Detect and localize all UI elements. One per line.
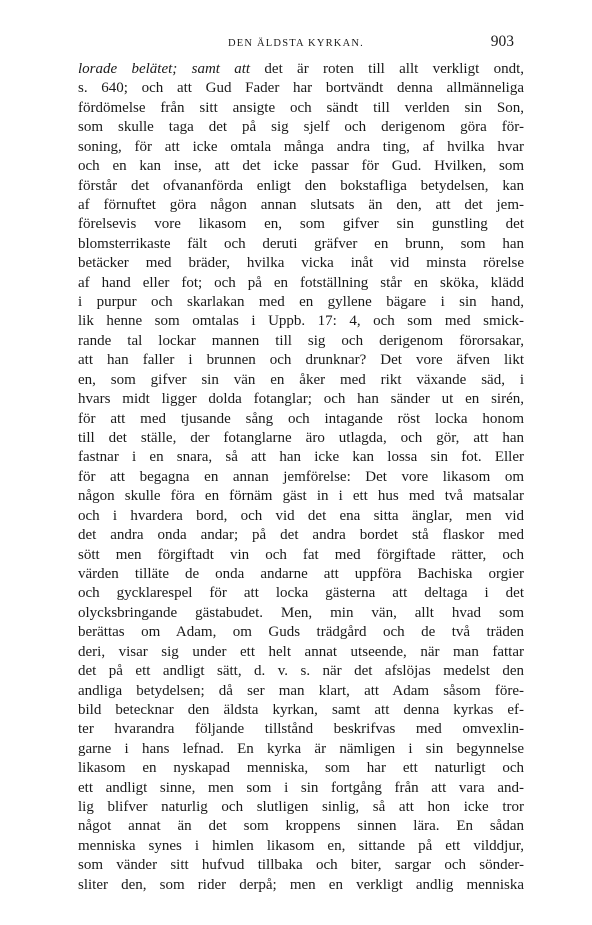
line-text: betäcker med bräder, hvilka vicka inåt vid minsta rörelse <box>78 255 524 272</box>
line-text: att han faller i brunnen och drunknar? Det vore äfven likt <box>78 352 524 369</box>
line-text: menniska synes i himlen likasom en, sittande på ett vilddjur, <box>78 837 524 854</box>
text-line <box>78 798 524 817</box>
line-text: lig blifver naturlig och slutligen sinlig, så att hon icke tror <box>78 799 524 816</box>
line-text: s. 640; och att Gud Fader har bortvändt denna allmänneliga <box>78 80 524 97</box>
text-line <box>78 390 524 409</box>
running-head: DEN ÄLDSTA KYRKAN. <box>228 38 364 49</box>
text-line <box>78 876 524 895</box>
text-line <box>78 584 524 603</box>
line-text: soning, för att icke omtala många andra ting, af hvilka hvar <box>78 138 524 155</box>
text-line <box>78 254 524 273</box>
line-text: och gycklarespel för att locka gästerna att deltaga i det <box>78 585 524 602</box>
text-line <box>78 157 524 176</box>
line-text: värden tilläte de onda andarne att uppföra Bachiska orgier <box>78 565 524 582</box>
text-line <box>78 546 524 565</box>
text-line <box>78 662 524 681</box>
line-text: berättas om Adam, om Guds trädgård och de två träden <box>78 624 524 641</box>
line-text: en, som gifver sin vän en åker med rikt växande säd, i <box>78 371 524 388</box>
text-line <box>78 565 524 584</box>
line-text: som vänder sitt hufvud tillbaka och biter, sargar och sönder- <box>78 857 524 874</box>
line-text: för att med tjusande sång och intagande röst locka honom <box>78 410 524 427</box>
text-line <box>78 604 524 623</box>
text-line <box>78 99 524 118</box>
line-text: af förnuftet göra någon annan slutsats än den, att det jem- <box>78 196 524 213</box>
line-text: fastnar i en snara, så att han icke kan lossa sin fot. Eller <box>78 449 524 466</box>
text-line <box>78 332 524 351</box>
line-text: likasom en nyskapad menniska, som har ett naturligt och <box>78 760 524 777</box>
text-line <box>78 177 524 196</box>
text-line <box>78 138 524 157</box>
line-text: det är roten till allt verkligt ondt, <box>250 61 524 77</box>
line-text: förstår det ofvananförda enligt den bokstafliga betydelsen, kan <box>78 177 524 194</box>
italic-phrase: lorade belätet; samt att <box>78 61 251 77</box>
text-line <box>78 468 524 487</box>
text-line <box>78 274 524 293</box>
line-text: sliter den, som rider derpå; men en verkligt andlig menniska <box>78 876 524 893</box>
text-line <box>78 429 524 448</box>
text-line <box>78 118 524 137</box>
line-text: bild betecknar den äldsta kyrkan, samt att denna kyrkas ef- <box>78 701 524 718</box>
text-line <box>78 371 524 390</box>
text-line <box>78 487 524 506</box>
line-text: ter hvarandra följande tillstånd beskrifvas med omvexlin- <box>78 721 524 738</box>
line-text: till det ställe, der fotanglarne äro utlagda, och gör, att han <box>78 430 524 447</box>
text-line <box>78 779 524 798</box>
line-text: någon skulle föra en förnäm gäst in i ett hus med två matsalar <box>78 488 524 505</box>
line-text: andliga betydelsen; då ser man klart, att Adam såsom före- <box>78 682 524 699</box>
line-text: och i hvardera bord, och vid det ena sitta änglar, men vid <box>78 507 524 524</box>
line-text: det på ett andligt sätt, d. v. s. när det afslöjas medelst den <box>78 663 524 680</box>
line-text: sött men förgiftadt vin och fat med förgiftade rätter, och <box>78 546 524 563</box>
text-line <box>78 817 524 836</box>
text-line <box>78 235 524 254</box>
line-text: af hand eller fot; och på en fotställning står en sköka, klädd <box>78 274 524 291</box>
text-line <box>78 682 524 701</box>
line-text: i purpur och skarlakan med en gyllene bägare i sin hand, <box>78 294 524 311</box>
text-line <box>78 643 524 662</box>
page-header <box>78 30 514 56</box>
text-line <box>78 293 524 312</box>
body-text <box>78 60 524 895</box>
line-text: som skulle taga det på sig sjelf och derigenom göra för- <box>78 119 524 136</box>
text-line <box>78 623 524 642</box>
text-line <box>78 410 524 429</box>
text-line <box>78 837 524 856</box>
line-text: något annat än det som kroppens sinnen lära. En sådan <box>78 818 524 835</box>
text-line <box>78 720 524 739</box>
line-text: rande tal lockar mannen till sig och derigenom förorsakar, <box>78 332 524 349</box>
line-text: lik henne som omtalas i Uppb. 17: 4, och som med smick- <box>78 313 524 330</box>
text-line <box>78 351 524 370</box>
line-text: och en kan inse, att det icke passar för Gud. Hvilken, som <box>78 158 524 175</box>
text-line <box>78 196 524 215</box>
line-text: det andra onda andar; på det andra bordet stå flaskor med <box>78 527 524 544</box>
line-text: blomsterrikaste fält och deruti gräfver en brunn, som han <box>78 235 524 252</box>
text-line <box>78 701 524 720</box>
text-line <box>78 79 524 98</box>
text-line <box>78 507 524 526</box>
text-line <box>78 448 524 467</box>
line-text: förelsevis vore likasom en, som gifver sin gunstling det <box>78 216 524 233</box>
text-line <box>78 740 524 759</box>
line-text: hvars midt ligger dolda fotanglar; och han sänder ut en sirén, <box>78 391 524 408</box>
line-text: ett andligt sinne, men som i sin fortgång från att vara and- <box>78 779 524 796</box>
text-line <box>78 856 524 875</box>
text-line <box>78 526 524 545</box>
line-text: för att begagna en annan jemförelse: Det vore likasom om <box>78 468 524 485</box>
line-text: garne i hans lefnad. En kyrka är nämligen i sin begynnelse <box>78 740 524 757</box>
text-line <box>78 759 524 778</box>
line-text: olycksbringande gästabudet. Men, min vän, allt hvad som <box>78 604 524 621</box>
line-text: fördömelse från sitt ansigte och sändt till verlden sin Son, <box>78 99 524 116</box>
text-line <box>78 312 524 331</box>
page-number: 903 <box>490 33 514 50</box>
text-line <box>78 60 524 79</box>
text-line <box>78 215 524 234</box>
line-text: deri, visar sig under ett helt annat utseende, när man fattar <box>78 643 524 660</box>
